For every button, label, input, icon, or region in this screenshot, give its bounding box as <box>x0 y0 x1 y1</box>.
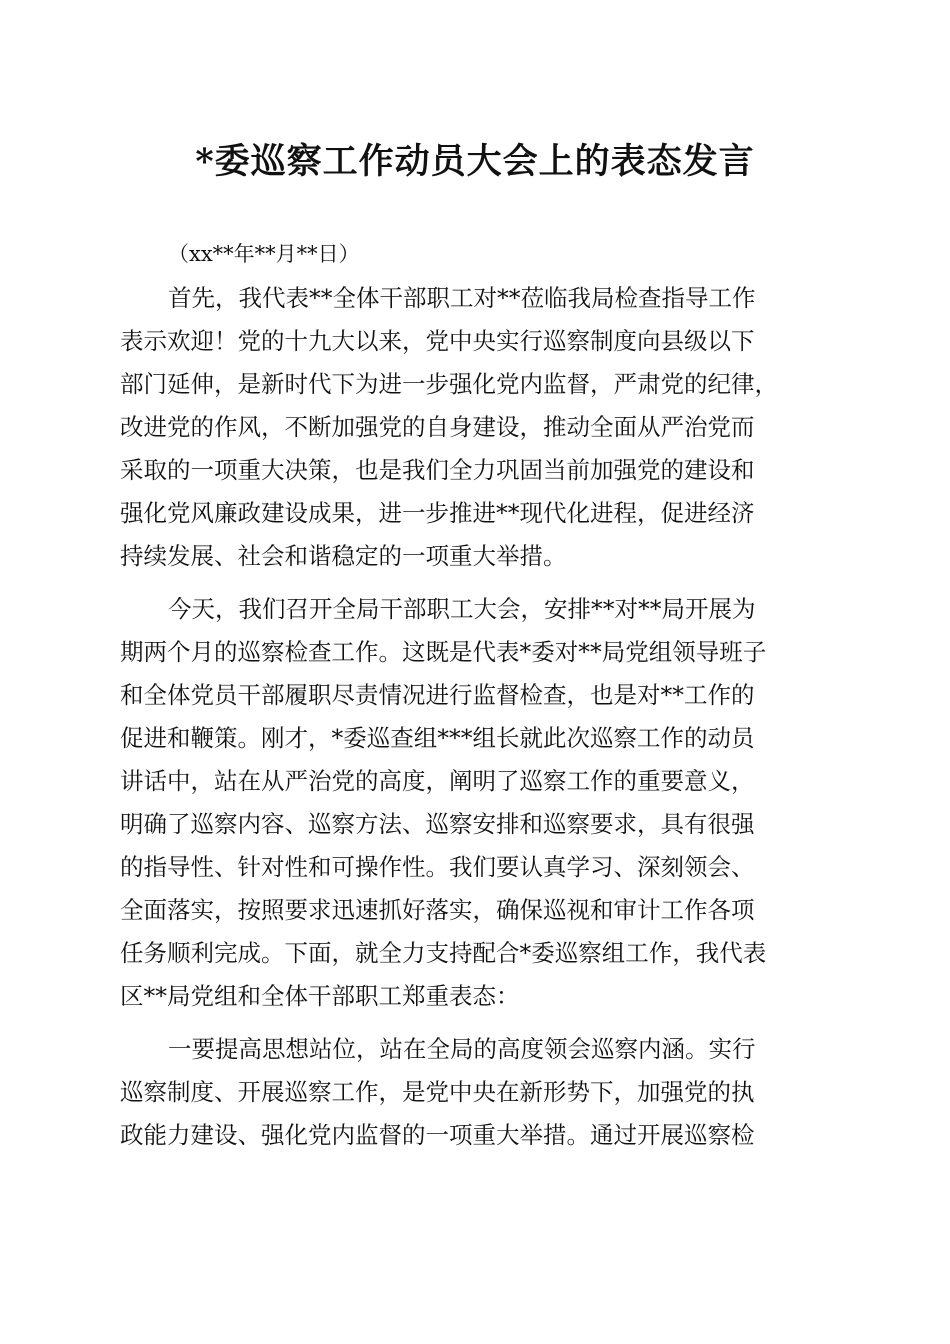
paragraph-1-line-4: 改进党的作风，不断加强党的自身建设，推动全面从严治党而 <box>120 413 755 441</box>
document-title: *委巡察工作动员大会上的表态发言 <box>195 141 755 182</box>
paragraph-1-line-5: 采取的一项重大决策，也是我们全力巩固当前加强党的建设和 <box>120 456 755 484</box>
paragraph-2-line-5: 讲话中，站在从严治党的高度，阐明了巡察工作的重要意义， <box>120 767 755 795</box>
document-date: （xx**年**月**日） <box>168 242 360 266</box>
paragraph-1-line-6: 强化党风廉政建设成果，进一步推进**现代化进程，促进经济 <box>120 499 755 527</box>
paragraph-2-line-6: 明确了巡察内容、巡察方法、巡察安排和巡察要求，具有很强 <box>120 810 755 838</box>
paragraph-1-line-3: 部门延伸，是新时代下为进一步强化党内监督，严肃党的纪律， <box>120 370 778 398</box>
paragraph-1-line-1: 首先，我代表**全体干部职工对**莅临我局检查指导工作 <box>168 284 756 312</box>
paragraph-3-line-2: 巡察制度、开展巡察工作，是党中央在新形势下，加强党的执 <box>120 1078 755 1106</box>
paragraph-2-line-8: 全面落实，按照要求迅速抓好落实，确保巡视和审计工作各项 <box>120 896 755 924</box>
paragraph-2-line-1: 今天，我们召开全局干部职工大会，安排**对**局开展为 <box>168 595 756 623</box>
paragraph-2-line-9: 任务顺利完成。下面，就全力支持配合*委巡察组工作，我代表 <box>120 939 767 967</box>
paragraph-2-line-7: 的指导性、针对性和可操作性。我们要认真学习、深刻领会、 <box>120 853 755 881</box>
paragraph-2-line-10: 区**局党组和全体干部职工郑重表态： <box>120 982 520 1010</box>
paragraph-2-line-2: 期两个月的巡察检查工作。这既是代表*委对**局党组领导班子 <box>120 638 767 666</box>
paragraph-2-line-4: 促进和鞭策。刚才，*委巡查组***组长就此次巡察工作的动员 <box>120 724 755 752</box>
paragraph-3-line-1: 一要提高思想站位，站在全局的高度领会巡察内涵。实行 <box>168 1035 756 1063</box>
paragraph-3-line-3: 政能力建设、强化党内监督的一项重大举措。通过开展巡察检 <box>120 1121 755 1149</box>
paragraph-2-line-3: 和全体党员干部履职尽责情况进行监督检查，也是对**工作的 <box>120 681 755 709</box>
paragraph-1-line-7: 持续发展、社会和谐稳定的一项重大举措。 <box>120 542 567 570</box>
paragraph-1-line-2: 表示欢迎！党的十九大以来，党中央实行巡察制度向县级以下 <box>120 327 755 355</box>
